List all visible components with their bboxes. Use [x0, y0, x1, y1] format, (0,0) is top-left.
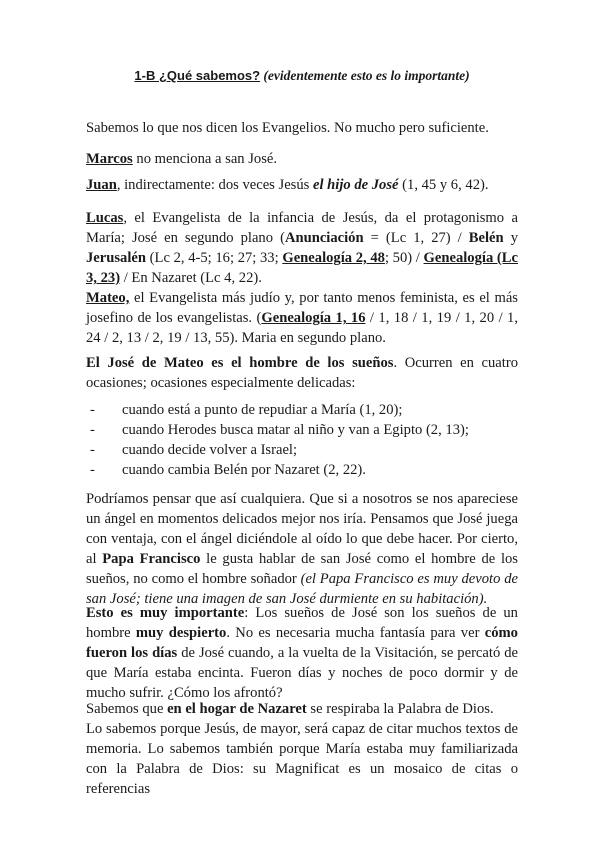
list-item — [86, 420, 518, 440]
dash-bullet-icon: - — [90, 462, 95, 478]
list-item-text: cuando decide volver a Israel; — [122, 442, 298, 458]
podriamos-text-2: le gusta hablar de san José como el hombre de los sueños, no como el hombre soñador — [86, 551, 518, 587]
dreams-list — [86, 400, 518, 480]
lucas-text-2: = (Lc 1, 27) / — [363, 230, 469, 246]
intro-text: Sabemos lo que nos dicen los Evangelios. No mucho pero suficiente. — [86, 120, 489, 136]
mateo-text-2: / 1, 18 / 1, 19 / 1, 20 / 1, 24 / 2, 13 / 2, 19 / 13, 55). Maria en segundo plano. — [86, 310, 518, 346]
juan-label: Juan — [86, 177, 117, 193]
marcos-text: no menciona a san José. — [132, 151, 278, 167]
hogar-text: Sabemos que — [86, 701, 168, 717]
lucas-anunciacion: Anunciación — [284, 230, 364, 246]
hogar-paragraph — [86, 699, 518, 799]
lucas-genealogia-2: Genealogía (Lc 3, 23) — [86, 250, 518, 286]
list-item — [86, 460, 518, 480]
document-title — [86, 67, 518, 85]
importante-text: : Los sueños de José son los sueños de un hombre — [86, 605, 518, 641]
lucas-text-4: (Lc 2, 4-5; 16; 27; 33; — [146, 250, 283, 266]
mateo-text: el Evangelista más judío y, por tanto menos feminista, es el más josefino de los evangelistas. ( — [86, 290, 518, 326]
importante-bold-2: muy despierto — [135, 625, 227, 641]
intro-paragraph — [86, 118, 518, 138]
title-main: 1-B ¿Qué sabemos? — [134, 68, 261, 83]
hogar-text-2: se respiraba la Palabra de Dios. — [306, 701, 494, 717]
list-item-text: cuando está a punto de repudiar a María (1, 20); — [122, 402, 403, 418]
dash-bullet-icon: - — [90, 442, 95, 458]
lucas-text-3: y — [503, 230, 518, 246]
juan-emphasis: el hijo de José — [312, 177, 399, 193]
papa-francisco: Papa Francisco — [102, 551, 201, 567]
podriamos-italic-note: (el Papa Francisco es muy devoto de san José; tiene una imagen de san José durmiente en su habitación). — [86, 571, 518, 607]
list-item — [86, 440, 518, 460]
lucas-label: Lucas — [86, 210, 124, 226]
list-item-text: cuando cambia Belén por Nazaret (2, 22). — [122, 462, 366, 478]
importante-text-2: . No es necesaria mucha fantasía para ver — [226, 625, 485, 641]
suenos-text: . Ocurren en cuatro ocasiones; ocasiones especialmente delicadas: — [86, 355, 518, 391]
juan-text: , indirectamente: dos veces Jesús — [116, 177, 313, 193]
mateo-label: Mateo, — [86, 290, 130, 306]
podriamos-paragraph — [86, 489, 518, 609]
importante-paragraph — [86, 603, 518, 703]
lucas-belen: Belén — [468, 230, 504, 246]
mateo-genealogia: Genealogía 1, 16 — [261, 310, 366, 326]
podriamos-text: Podríamos pensar que así cualquiera. Que si a nosotros se nos apareciese un ángel en momentos delicados mejor nos iría. Pensamos que José juega con ventaja, con el ángel diciéndole al oído lo que debe hacer. Por cierto, al — [86, 491, 518, 567]
hogar-bold: en el hogar de Nazaret — [167, 701, 307, 717]
lucas-jerusalen: Jerusalén — [86, 250, 146, 266]
lucas-genealogia-1: Genealogía 2, 48 — [282, 250, 385, 266]
list-item-text: cuando Herodes busca matar al niño y van a Egipto (2, 13); — [122, 422, 469, 438]
importante-heading: Esto es muy importante — [86, 605, 245, 621]
lucas-text: , el Evangelista de la infancia de Jesús, da el protagonismo a María; José en segundo plano ( — [86, 210, 518, 246]
dash-bullet-icon: - — [90, 422, 95, 438]
importante-text-3: de José cuando, a la vuelta de la Visitación, se percató de que María estaba encinta. Fueron días y noches de poco dormir y de mucho sufrir. ¿Cómo los afrontó? — [86, 645, 518, 701]
lucas-paragraph — [86, 208, 518, 288]
lucas-text-5: ; 50) / — [384, 250, 424, 266]
title-subtitle: (evidentemente esto es lo importante) — [263, 68, 470, 83]
hogar-text-3: Lo sabemos porque Jesús, de mayor, será capaz de citar muchos textos de memoria. Lo sabemos también porque María estaba muy familiarizada con la Palabra de Dios: su Magnificat es un mosaico de citas o referencias — [86, 721, 518, 797]
marcos-label: Marcos — [86, 151, 133, 167]
list-item — [86, 400, 518, 420]
suenos-paragraph — [86, 353, 518, 393]
dreams-list-block — [86, 400, 518, 480]
suenos-heading: El José de Mateo es el hombre de los sueños — [86, 355, 394, 371]
juan-reference: (1, 45 y 6, 42). — [398, 177, 489, 193]
dash-bullet-icon: - — [90, 402, 95, 418]
juan-paragraph — [86, 175, 518, 195]
mateo-paragraph — [86, 288, 518, 348]
lucas-text-6: / En Nazaret (Lc 4, 22). — [120, 270, 262, 286]
marcos-paragraph — [86, 149, 518, 169]
importante-bold-3: cómo fueron los días — [86, 625, 518, 661]
